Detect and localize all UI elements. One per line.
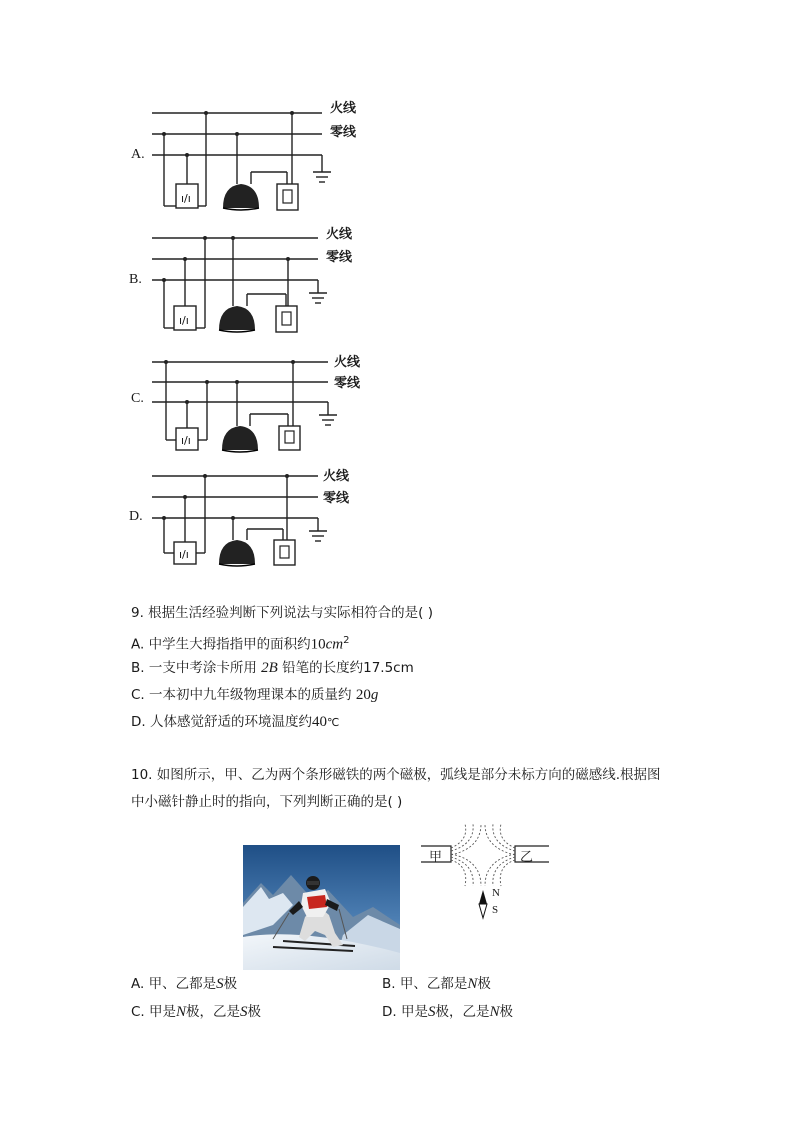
circuit-d-neutral-label: 零线 bbox=[323, 491, 350, 506]
q9-option-a-sup: 2 bbox=[343, 635, 350, 646]
q10-option-b-text: B. 甲、乙都是 bbox=[382, 976, 468, 992]
q10-option-c-mid: 极，乙是 bbox=[186, 1004, 241, 1020]
circuit-b-neutral-label: 零线 bbox=[326, 250, 353, 265]
q9-option-d-text: D. 人体感觉舒适的环境温度约 bbox=[131, 714, 312, 730]
q9-option-d-unit: ℃ bbox=[326, 716, 340, 729]
q10-option-c-pole2: S bbox=[240, 1004, 248, 1020]
circuit-c bbox=[152, 360, 337, 452]
magnet-figure bbox=[415, 820, 555, 920]
magnet-right-pole-label: 乙 bbox=[520, 850, 534, 865]
q9-option-c bbox=[131, 685, 378, 705]
skier-photo bbox=[243, 845, 400, 970]
q9-stem: 9. 根据生活经验判断下列说法与实际相符合的是( ) bbox=[131, 605, 433, 621]
q10-option-d-pole2: N bbox=[489, 1004, 500, 1020]
q9-option-d-value: 40 bbox=[311, 714, 327, 730]
q9-option-c-unit: g bbox=[370, 687, 379, 703]
circuit-a-neutral-label: 零线 bbox=[330, 125, 357, 140]
q10-option-d-pole: S bbox=[427, 1004, 436, 1020]
q9-option-a bbox=[131, 631, 349, 655]
circuit-b bbox=[152, 236, 327, 332]
svg-text:ı/ı: ı/ı bbox=[179, 314, 189, 327]
magnet-left-pole-label: 甲 bbox=[429, 850, 443, 865]
circuit-c-live-label: 火线 bbox=[334, 355, 361, 370]
q10-option-b-suffix: 极 bbox=[477, 976, 491, 992]
q10-option-b bbox=[382, 974, 491, 994]
circuit-a-letter: A. bbox=[131, 147, 145, 162]
circuit-a-live-label: 火线 bbox=[330, 101, 357, 116]
circuit-b-live-label: 火线 bbox=[326, 227, 353, 242]
q10-option-b-pole: N bbox=[467, 976, 478, 992]
q10-option-d-suffix: 极 bbox=[499, 1004, 513, 1020]
q9-option-c-value: 20 bbox=[355, 687, 371, 703]
svg-text:ı/ı: ı/ı bbox=[181, 434, 191, 447]
circuit-b-letter: B. bbox=[129, 272, 142, 287]
q10-stem-line2: 中小磁针静止时的指向，下列判断正确的是( ) bbox=[131, 794, 403, 810]
needle-n-label: N bbox=[492, 887, 500, 899]
q9-option-b-text: B. 一支中考涂卡所用 bbox=[131, 660, 257, 676]
q9-option-b-tail: 铅笔的长度约17.5cm bbox=[282, 660, 414, 676]
q9-option-b-value: 2B bbox=[261, 660, 278, 676]
q10-option-a-pole: S bbox=[216, 976, 224, 992]
q10-option-c-text: C. 甲是 bbox=[131, 1004, 177, 1020]
circuit-c-letter: C. bbox=[131, 391, 144, 406]
q10-option-a-suffix: 极 bbox=[223, 976, 238, 992]
q10-option-c-suffix: 极 bbox=[247, 1004, 262, 1020]
circuit-a bbox=[152, 111, 331, 210]
q10-option-d bbox=[382, 1002, 513, 1022]
q9-option-b bbox=[131, 658, 414, 678]
q10-option-c bbox=[131, 1002, 261, 1022]
q9-option-a-value: 10 bbox=[310, 636, 326, 653]
q9-option-c-text: C. 一本初中九年级物理课本的质量约 bbox=[131, 687, 352, 703]
svg-text:ı/ı: ı/ı bbox=[179, 548, 189, 561]
needle-s-label: S bbox=[492, 904, 499, 916]
q9-option-a-unit: cm bbox=[325, 636, 344, 653]
q9-option-a-text: A. 中学生大拇指指甲的面积约 bbox=[131, 636, 311, 653]
q10-option-d-mid: 极，乙是 bbox=[435, 1004, 490, 1020]
svg-text:ı/ı: ı/ı bbox=[181, 192, 191, 205]
q10-option-d-text: D. 甲是 bbox=[382, 1004, 428, 1020]
circuit-d bbox=[152, 474, 327, 566]
circuit-d-live-label: 火线 bbox=[323, 469, 350, 484]
q10-option-c-pole: N bbox=[176, 1004, 187, 1020]
q10-option-a-text: A. 甲、乙都是 bbox=[131, 976, 217, 992]
circuit-c-neutral-label: 零线 bbox=[334, 376, 361, 391]
q10-stem-line1: 10. 如图所示，甲、乙为两个条形磁铁的两个磁极，弧线是部分未标方向的磁感线.根据图 bbox=[131, 767, 661, 783]
circuit-d-letter: D. bbox=[129, 509, 143, 524]
q10-option-a bbox=[131, 974, 237, 994]
q9-option-d bbox=[131, 712, 339, 733]
